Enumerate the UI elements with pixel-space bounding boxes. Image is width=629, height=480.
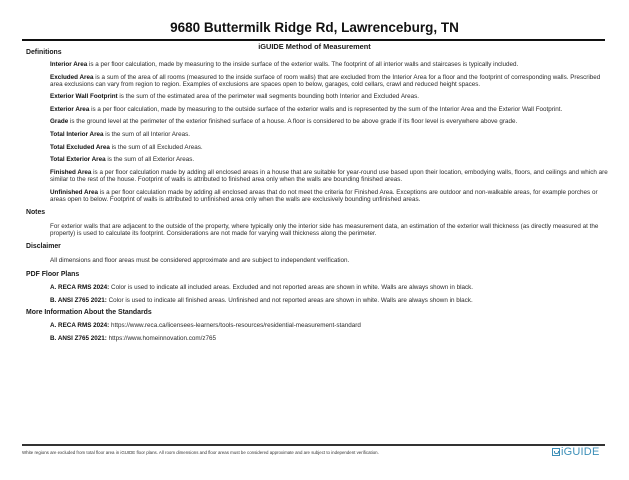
more-info-reca [50,322,611,329]
definition-term: Total Interior Area [50,131,104,139]
definition-term: Interior Area [50,61,88,68]
definition-text: is the sum of the estimated area of the perimeter wall segments bounding both Interior and Excluded Areas. [117,93,420,101]
page-subtitle: iGUIDE Method of Measurement [258,42,371,51]
definition-unfinished-area [50,189,611,203]
definition-term: Exterior Area [50,105,90,113]
definition-text: is the ground level at the perimeter of the exterior finished surface of a house. A floor is considered to be above grade if its floor level is everywhere above grade. [68,118,518,126]
standard-label: B. ANSI Z765 2021: [50,296,107,304]
definition-term: Total Exterior Area [50,156,106,164]
standard-text: Color is used to indicate all included areas. Excluded and not reported areas are shown in white. Walls are always shown in black. [109,284,474,291]
definition-text: is the sum of all Excluded Areas. [109,143,203,151]
section-heading-pdf-floor-plans: PDF Floor Plans [26,270,80,278]
definition-exterior-wall-footprint [50,93,611,100]
section-heading-disclaimer: Disclaimer [26,243,61,251]
definition-text: is a per floor calculation made by adding all enclosed areas that do not meet the criteria for Finished Area. Exceptions are outdoor and non-walkable areas, for example porches or areas open to below. Footprint of walls is attributed to unfinished area only when the walls are exclusively bounding unfinished areas. [50,188,598,203]
definition-term: Finished Area [50,168,92,176]
definition-term: Total Excluded Area [50,143,110,151]
footer-divider [22,444,605,446]
definition-total-interior-area [50,131,611,138]
definition-text: is a per floor calculation, made by measuring to the inside surface of the exterior walls. The footprint of all interior walls and staircases is typically included. [87,61,519,68]
definition-finished-area [50,169,611,183]
definition-exterior-area [50,106,611,113]
page-title: 9680 Buttermilk Ridge Rd, Lawrenceburg, TN [170,20,459,35]
more-info-ansi [50,335,611,342]
section-heading-notes: Notes [26,209,46,217]
definition-total-excluded-area [50,144,611,151]
standard-label: B. ANSI Z765 2021: [50,334,107,342]
definition-text: is a per floor calculation, made by measuring to the outside surface of the exterior walls and is represented by the sum of the Interior Area and the Exterior Wall Footprint. [89,105,563,113]
definition-term: Unfinished Area [50,188,99,196]
standard-link[interactable]: https://www.homeinnovation.com/z765 [106,334,217,342]
definition-interior-area [50,61,611,68]
definition-term: Grade [50,118,69,126]
iguide-logo [552,446,599,458]
definition-excluded-area [50,74,611,88]
definition-total-exterior-area [50,156,611,163]
standard-text: Color is used to indicate all finished areas. Unfinished and not reported areas are shown in white. Walls are always shown in black. [106,296,473,304]
definition-text: is the sum of all Interior Areas. [103,131,190,139]
logo-text: iGUIDE [561,446,600,458]
definition-text: is a per floor calculation made by adding all enclosed areas in a house that are suitable for year-round use based upon their location, embodying walls, floors, and ceilings and which are similar to the rest of the house. Footprint of walls is attributed to finished area only when the walls are bounding finished areas. [50,168,608,183]
definition-grade [50,118,611,125]
disclaimer-text: All dimensions and floor areas must be considered approximate and are subject to independent verification. [50,256,350,264]
standard-link[interactable]: https://www.reca.ca/licensees-learners/tools-resources/residential-measurement-standard [109,322,361,330]
section-heading-more-info: More Information About the Standards [26,308,152,316]
footer-note: White regions are excluded from total floor area in iGUIDE floor plans. All room dimensions and floor areas must be considered approximate and are subject to independent verification. [22,450,379,455]
section-heading-definitions: Definitions [26,49,62,56]
notes-text: For exterior walls that are adjacent to the outside of the property, where typically only the interior side has measurement data, an estimation of the exterior wall thickness (as directly measured at the property) is used to calculate its footprint. Considerations are not made for varying wall thickness along the perimeter. [50,222,599,237]
iguide-logo-icon [552,448,560,456]
definition-text: is the sum of all Exterior Areas. [105,156,195,164]
title-divider [22,39,605,41]
definition-term: Exterior Wall Footprint [50,93,118,101]
definition-term: Excluded Area [50,73,94,81]
standard-label: A. RECA RMS 2024: [50,322,110,330]
document-body [26,48,611,342]
definition-text: is a sum of the area of all rooms (measured to the inside surface of room walls) that are excluded from the Interior Area for a floor and the footprint of corresponding walls. Prescribed area exclusions can vary from region to region. Examples of exclusions are spaces open to below, garages, cold cellars, crawl and reduced height spaces. [50,73,601,88]
pdf-floor-plan-reca [50,284,611,291]
pdf-floor-plan-ansi [50,297,611,304]
standard-label: A. RECA RMS 2024: [50,284,110,291]
